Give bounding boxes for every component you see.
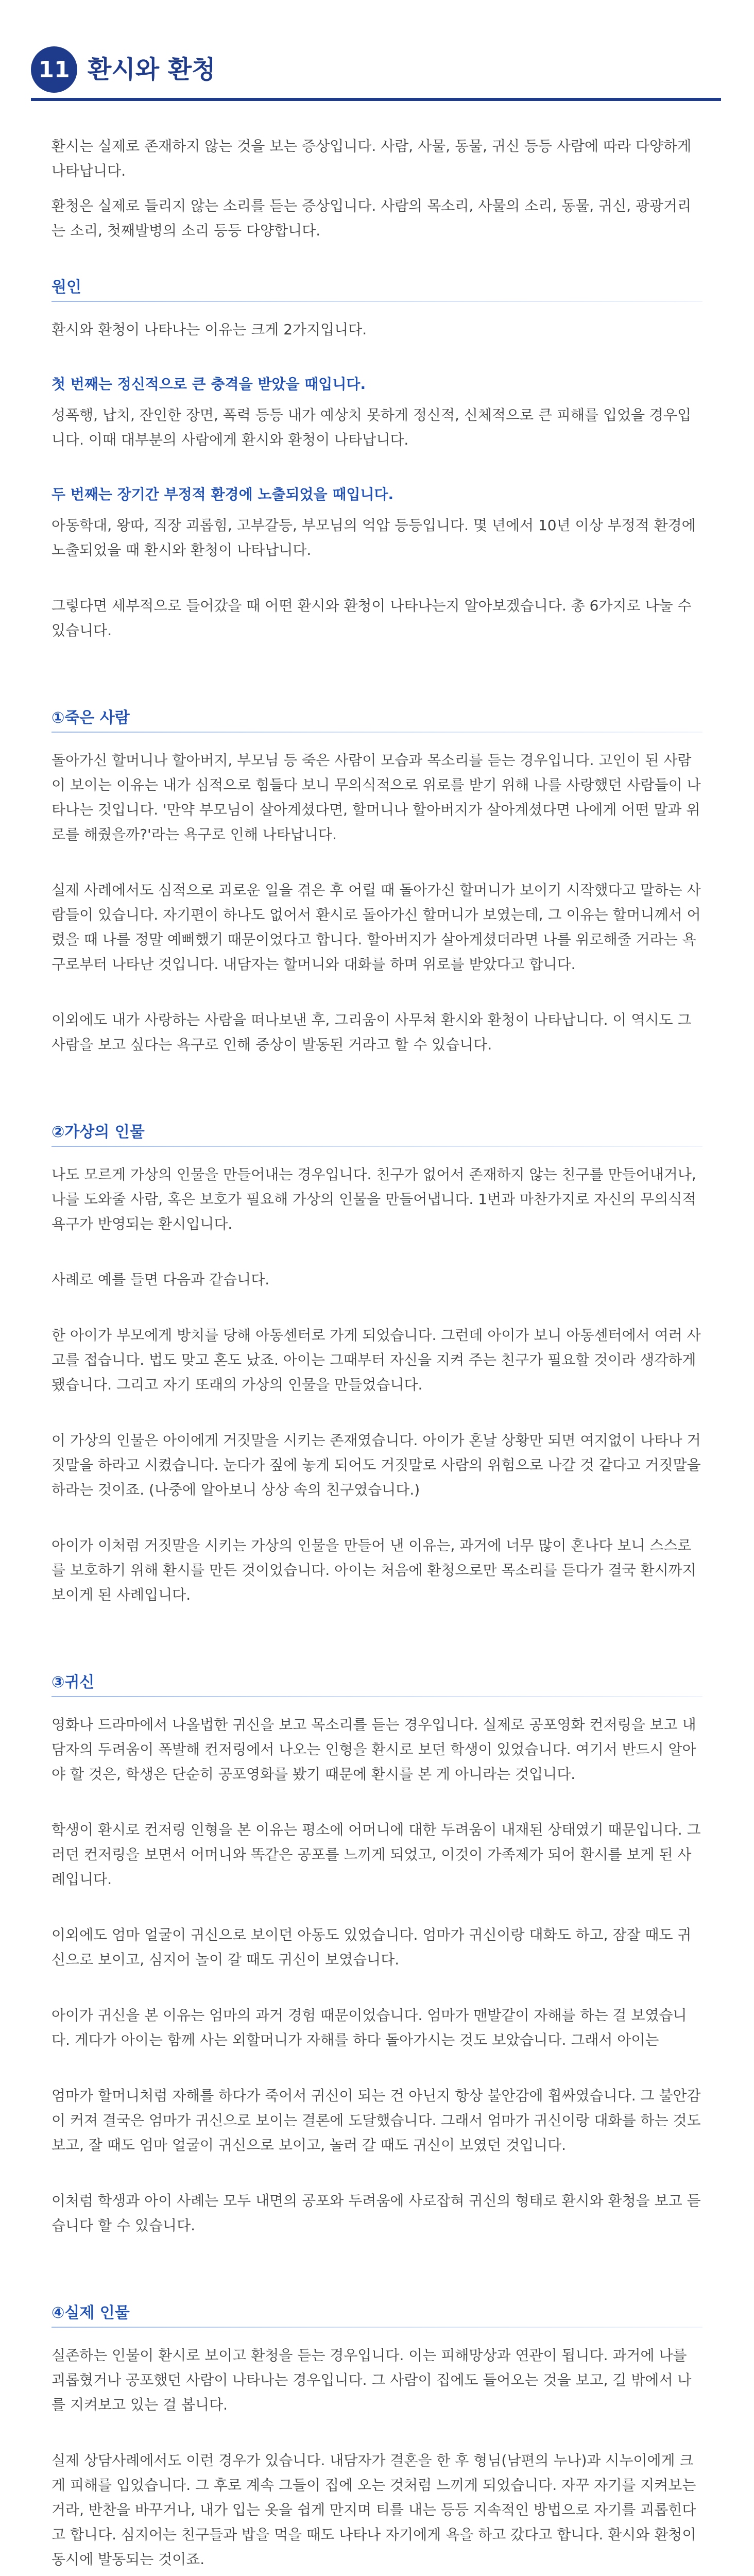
section-divider <box>52 301 702 302</box>
section-divider <box>52 1146 702 1147</box>
ghost-paragraph: 이처럼 학생과 아이 사례는 모두 내면의 공포와 두려움에 사로잡혀 귀신의 형태로 환시와 환청을 보고 듣습니다 할 수 있습니다. <box>52 2192 701 2234</box>
intro-paragraph: 환시는 실제로 존재하지 않는 것을 보는 증상입니다. 사람, 사물, 동물, 귀신 등등 사람에 따라 다양하게 나타납니다. <box>52 138 692 179</box>
cause-summary: 그렇다면 세부적으로 들어갔을 때 어떤 환시와 환청이 나타나는지 알아보겠습니다. 총 6가지로 나눌 수 있습니다. <box>52 597 692 639</box>
section-heading-real-person: ④실제 인물 <box>52 2304 130 2322</box>
real-paragraph: 실제 상담사례에서도 이런 경우가 있습니다. 내담자가 결혼을 한 후 형님(남편의 누나)과 시누이에게 크게 피해를 입었습니다. 그 후로 계속 그들이 집에 오는 것처럼 느끼게 되었습니다. 자꾸 자기를 지켜보는 거라, 반찬을 바꾸거나, 내가 입는 옷을 쉽게 만지며 티를 내는 등등 지속적인 방법으로 자기를 괴롭힌다고 합니다. 심지어는 친구들과 밥을 먹을 때도 나타나 자기에게 욕을 하고 갔다고 합니다. 환시와 환청이 동시에 발동되는 것이죠. <box>52 2452 696 2568</box>
cause-first-highlight: 첫 번째는 정신적으로 큰 충격을 받았을 때입니다. <box>52 376 366 393</box>
ghost-paragraph: 이외에도 엄마 얼굴이 귀신으로 보이던 아동도 있었습니다. 엄마가 귀신이랑 대화도 하고, 잠잘 때도 귀신으로 보이고, 심지어 놀이 갈 때도 귀신이 보였습니다. <box>52 1926 692 1968</box>
ghost-paragraph: 학생이 환시로 컨저링 인형을 본 이유는 평소에 어머니에 대한 두려움이 내재된 상태였기 때문입니다. 그러던 컨저링을 보면서 어머니와 똑같은 공포를 느끼게 되었고, 이것이 가족제가 되어 환시를 보게 된 사례입니다. <box>52 1821 701 1888</box>
imaginary-paragraph: 한 아이가 부모에게 방치를 당해 아동센터로 가게 되었습니다. 그런데 아이가 보니 아동센터에서 여러 사고를 접습니다. 법도 맞고 혼도 났죠. 아이는 그때부터 자신을 지켜 주는 친구가 필요할 것이라 생각하게 됐습니다. 그리고 자기 또래의 가상의 인물을 만들었습니다. <box>52 1327 701 1393</box>
ghost-paragraph: 영화나 드라마에서 나올법한 귀신을 보고 목소리를 듣는 경우입니다. 실제로 공포영화 컨저링을 보고 내담자의 두려움이 폭발해 컨저링에서 나오는 인형을 환시로 보던 학생이 있었습니다. 여기서 반드시 알아야 할 것은, 학생은 단순히 공포영화를 봤기 때문에 환시를 본 게 아니라는 것입니다. <box>52 1716 696 1783</box>
chapter-number: 11 <box>31 46 77 93</box>
deceased-paragraph: 이외에도 내가 사랑하는 사람을 떠나보낸 후, 그리움이 사무쳐 환시와 환청이 나타납니다. 이 역시도 그 사람을 보고 싶다는 욕구로 인해 증상이 발동된 거라고 할 수 있습니다. <box>52 1011 692 1053</box>
ghost-paragraph: 아이가 귀신을 본 이유는 엄마의 과거 경험 때문이었습니다. 엄마가 맨발같이 자해를 하는 걸 보였습니다. 게다가 아이는 함께 사는 외할머니가 자해를 하다 돌아가시는 것도 보았습니다. 그래서 아이는 <box>52 2007 687 2048</box>
chapter-header <box>31 41 721 103</box>
imaginary-paragraph: 이 가상의 인물은 아이에게 거짓말을 시키는 존재였습니다. 아이가 혼날 상황만 되면 여지없이 나타나 거짓말을 하라고 시켰습니다. 눈다가 짚에 놓게 되어도 거짓말로 사람의 위험으로 나갈 것 같다고 거짓말을 하라는 것이죠. (나중에 알아보니 상상 속의 친구였습니다.) <box>52 1432 701 1498</box>
intro-paragraph: 환청은 실제로 들리지 않는 소리를 듣는 증상입니다. 사람의 목소리, 사물의 소리, 동물, 귀신, 광광거리는 소리, 첫째발병의 소리 등등 다양합니다. <box>52 197 692 239</box>
cause-first-text: 성폭행, 납치, 잔인한 장면, 폭력 등등 내가 예상치 못하게 정신적, 신체적으로 큰 피해를 입었을 경우입니다. 이때 대부분의 사람에게 환시와 환청이 나타납니다. <box>52 406 692 448</box>
section-heading-cause: 원인 <box>52 278 81 296</box>
deceased-paragraph: 돌아가신 할머니나 할아버지, 부모님 등 죽은 사람이 모습과 목소리를 듣는 경우입니다. 고인이 된 사람이 보이는 이유는 내가 심적으로 힘들다 보니 무의식적으로 위로를 받기 위해 나를 사랑했던 사람들이 나타나는 것입니다. '만약 부모님이 살아계셨다면, 할머니나 할아버지가 살아계셨다면 나에게 어떤 말과 위로를 해줬을까?'라는 욕구로 인해 나타납니다. <box>52 752 701 843</box>
real-paragraph: 실존하는 인물이 환시로 보이고 환청을 듣는 경우입니다. 이는 피해망상과 연관이 됩니다. 과거에 나를 괴롭혔거나 공포했던 사람이 나타나는 경우입니다. 그 사람이 집에도 들어오는 것을 보고, 길 밖에서 나를 지켜보고 있는 걸 봅니다. <box>52 2347 692 2413</box>
imaginary-paragraph: 아이가 이처럼 거짓말을 시키는 가상의 인물을 만들어 낸 이유는, 과거에 너무 많이 혼나다 보니 스스로를 보호하기 위해 환시를 만든 것이었습니다. 아이는 처음에 환청으로만 목소리를 듣다가 결국 환시까지 보이게 된 사례입니다. <box>52 1537 696 1603</box>
section-divider <box>52 1696 702 1697</box>
section-heading-deceased: ①죽은 사람 <box>52 709 130 727</box>
section-divider <box>52 732 702 733</box>
main-content <box>52 134 702 2576</box>
cause-intro: 환시와 환청이 나타나는 이유는 크게 2가지입니다. <box>52 321 367 338</box>
section-heading-imaginary: ②가상의 인물 <box>52 1123 145 1141</box>
section-heading-ghost: ③귀신 <box>52 1673 95 1691</box>
imaginary-paragraph: 사례로 예를 들면 다음과 같습니다. <box>52 1271 270 1288</box>
ghost-paragraph: 엄마가 할머니처럼 자해를 하다가 죽어서 귀신이 되는 건 아닌지 항상 불안감에 휩싸였습니다. 그 불안감이 커져 결국은 엄마가 귀신으로 보이는 결론에 도달했습니다. 그래서 엄마가 귀신이랑 대화를 하는 것도 보고, 잘 때도 엄마 얼굴이 귀신으로 보이고, 놀러 갈 때도 귀신이 보였던 것입니다. <box>52 2087 701 2154</box>
imaginary-paragraph: 나도 모르게 가상의 인물을 만들어내는 경우입니다. 친구가 없어서 존재하지 않는 친구를 만들어내거나, 나를 도와줄 사람, 혹은 보호가 필요해 가상의 인물을 만들어냅니다. 1번과 마찬가지로 자신의 무의식적 욕구가 반영되는 환시입니다. <box>52 1166 696 1232</box>
deceased-paragraph: 실제 사례에서도 심적으로 괴로운 일을 겪은 후 어릴 때 돌아가신 할머니가 보이기 시작했다고 말하는 사람들이 있습니다. 자기편이 하나도 없어서 환시로 돌아가신 할머니가 보였는데, 그 이유는 할머니께서 어렸을 때 나를 정말 예뻐했기 때문이었다고 합니다. 할아버지가 살아계셨더라면 나를 위로해줄 거라는 욕구로부터 나타난 것입니다. 내담자는 할머니와 대화를 하며 위로를 받았다고 합니다. <box>52 882 701 973</box>
cause-second-text: 아동학대, 왕따, 직장 괴롭힘, 고부갈등, 부모님의 억압 등등입니다. 몇 년에서 10년 이상 부정적 환경에 노출되었을 때 환시와 환청이 나타납니다. <box>52 517 696 558</box>
title-underline <box>31 98 721 101</box>
section-divider <box>52 2327 702 2328</box>
cause-second-highlight: 두 번째는 장기간 부정적 환경에 노출되었을 때입니다. <box>52 486 394 503</box>
chapter-title: 환시와 환청 <box>88 55 216 84</box>
